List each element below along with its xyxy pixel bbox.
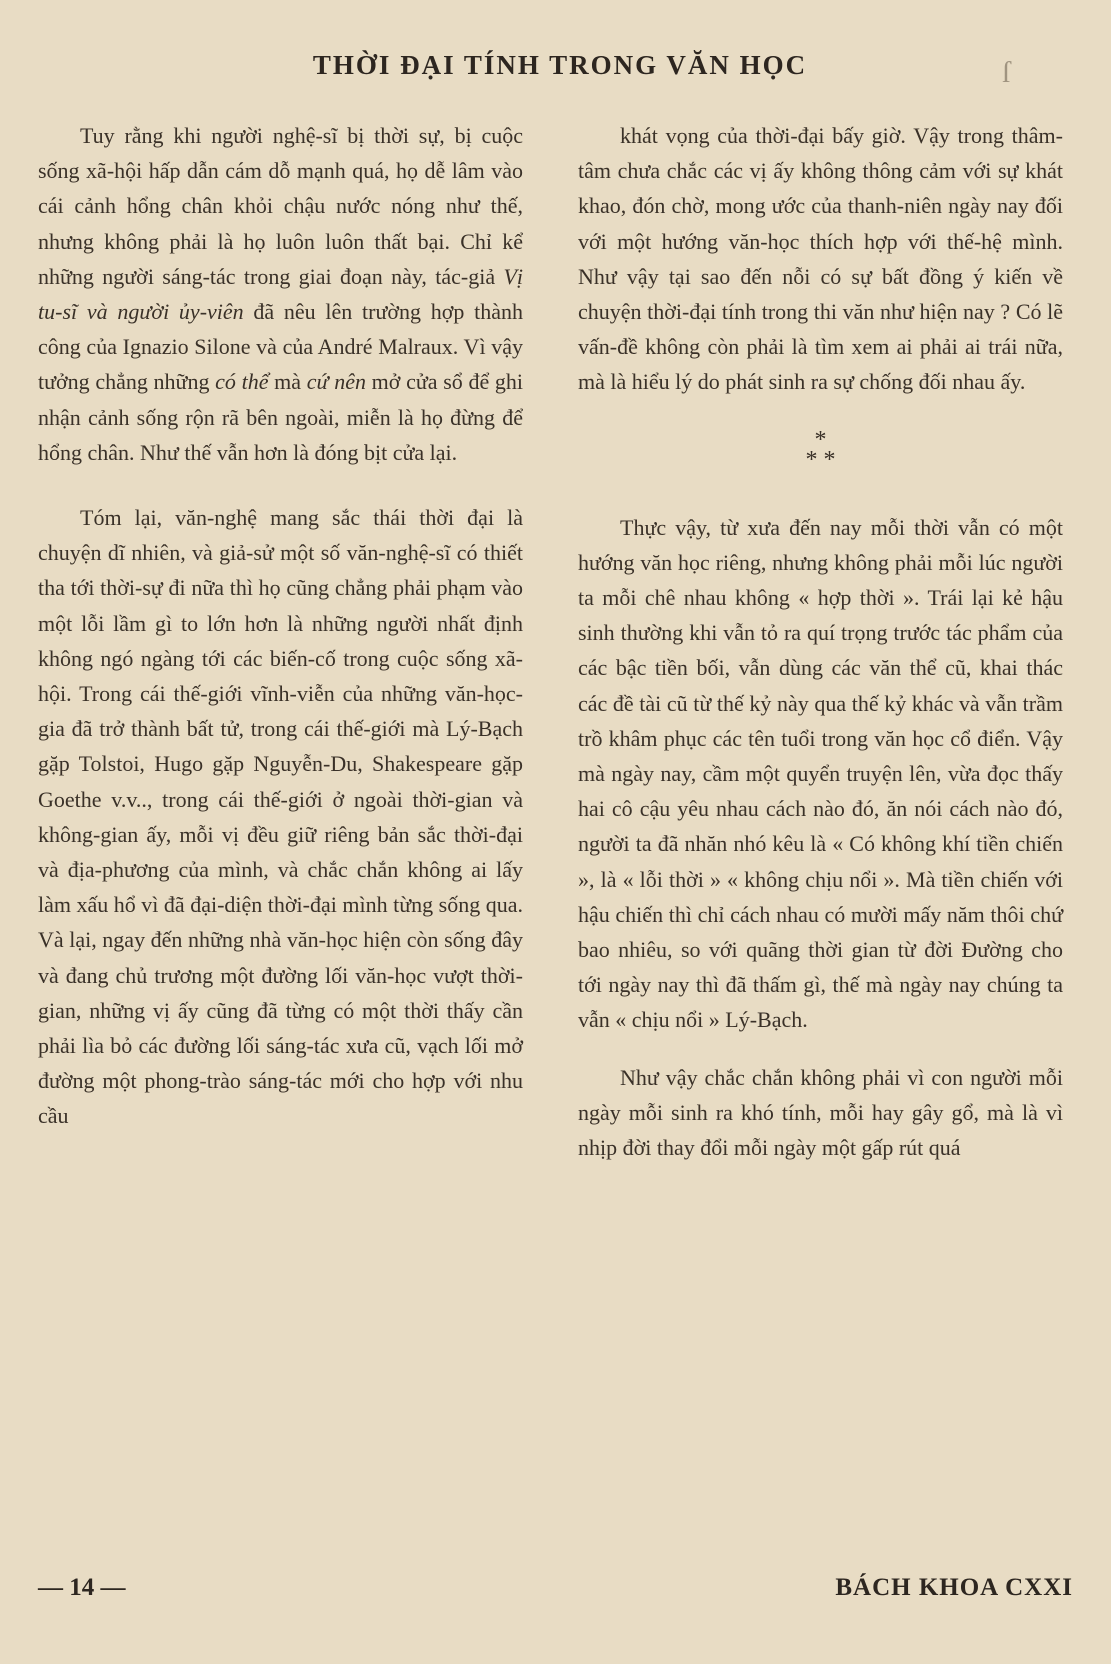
- text-run: mà: [268, 369, 307, 395]
- journal-name: BÁCH KHOA CXXI: [835, 1574, 1073, 1601]
- italic-emphasis: cứ nên: [306, 369, 366, 395]
- paragraph: Thực vậy, từ xưa đến nay mỗi thời vẫn có một hướng văn học riêng, nhưng không phải mỗi lúc người ta mỗi chê nhau không « hợp thời ». Trái lại kẻ hậu sinh thường khi vẫn tỏ ra quí trọng trước tác phẩm của các bậc tiền bối, vẫn dùng các văn thể cũ, khai thác các đề tài cũ từ thế kỷ này qua thế kỷ khác và vẫn trầm trồ khâm phục các tên tuổi trong văn học cổ điển. Vậy mà ngày nay, cầm một quyển truyện lên, vừa đọc thấy hai cô cậu yêu nhau cách nào đó, ăn nói cách nào đó, người ta đã nhăn nhó kêu là « Có không khí tiền chiến », là « lỗi thời » « không chịu nổi ». Mà tiền chiến với hậu chiến thì chỉ cách nhau có mười mấy năm thôi chứ bao nhiêu, so với quãng thời gian từ đời Đường cho tới ngày nay thì đã thấm gì, thế mà ngày nay chúng ta vẫn « chịu nổi » Lý-Bạch.: [578, 514, 1063, 1033]
- running-title: THỜI ĐẠI TÍNH TRONG VĂN HỌC: [312, 50, 808, 80]
- right-column: [578, 118, 1063, 1165]
- text-run: mở cửa sổ để ghi nhận cảnh sống rộn rã bên ngoài, miễn là họ đừng để hổng chân. Như thế vẫn hơn là đóng bịt cửa lại.: [38, 369, 524, 465]
- italic-emphasis: có thể: [215, 369, 269, 395]
- text-run: đã nêu lên trường hợp thành công của Ignazio Silone và của André Malraux. Vì vậy tưởng chẳng những: [38, 299, 523, 395]
- page-number: — 14 —: [38, 1574, 126, 1601]
- paragraph: khát vọng của thời-đại bấy giờ. Vậy trong thâm-tâm chưa chắc các vị ấy không thông cảm với sự khát khao, đón chờ, mong ước của thanh-niên ngày nay đối với một hướng văn-học thích hợp với thế-hệ mình. Như vậy tại sao đến nỗi có sự bất đồng ý kiến về chuyện thời-đại tính trong thi văn như hiện nay ? Có lẽ vấn-đề không còn phải là tìm xem ai phải ai trái nữa, mà là hiểu lý do phát sinh ra sự chống đối nhau ấy.: [578, 123, 1063, 395]
- paragraph: Như vậy chắc chắn không phải vì con người mỗi ngày mỗi sinh ra khó tính, mỗi hay gây gổ, mà là vì nhịp đời thay đổi mỗi ngày một gấp rút quá: [578, 1064, 1063, 1161]
- paragraph: Tóm lại, văn-nghệ mang sắc thái thời đại là chuyện dĩ nhiên, và giả-sử một số văn-nghệ-sĩ có thiết tha tới thời-sự đi nữa thì họ cũng chẳng phải phạm vào một lỗi lầm gì to lớn hơn là những người nhất định không ngó ngàng tới các biến-cố trong cuộc sống xã-hội. Trong cái thế-giới vĩnh-viễn của những văn-học-gia đã trở thành bất tử, trong cái thế-giới mà Lý-Bạch gặp Tolstoi, Hugo gặp Nguyễn-Du, Shakespeare gặp Goethe v.v.., trong cái thế-giới ở ngoài thời-gian và không-gian ấy, mỗi vị đều giữ riêng bản sắc thời-đại và địa-phương của mình, và chắc chắn không ai lấy làm xấu hổ vì đã đại-diện thời-đại mình từng sống qua. Và lại, ngay đến những nhà văn-học hiện còn sống đây và đang chủ trương một đường lối văn-học vượt thời-gian, những vị ấy cũng đã từng có một thời thấy cần phải lìa bỏ các đường lối sáng-tác xưa cũ, vạch lối mở đường một phong-trào sáng-tác mới cho hợp với nhu cầu: [38, 505, 523, 1129]
- italic-book-title: Vị tu-sĩ và người ủy-viên: [38, 263, 523, 325]
- paragraph: [38, 118, 523, 470]
- corner-pencil-mark: ſ: [1002, 56, 1011, 89]
- left-column: [38, 118, 523, 1134]
- text-run: Tuy rằng khi người nghệ-sĩ bị thời sự, bị cuộc sống xã-hội hấp dẫn cám dỗ mạnh quá, họ dễ lâm vào cái cảnh hổng chân khỏi chậu nước nóng như thế, nhưng không phải là họ luôn luôn thất bại. Chỉ kể những người sáng-tác trong giai đoạn này, tác-giả: [38, 123, 523, 289]
- section-separator: * * *: [805, 426, 836, 473]
